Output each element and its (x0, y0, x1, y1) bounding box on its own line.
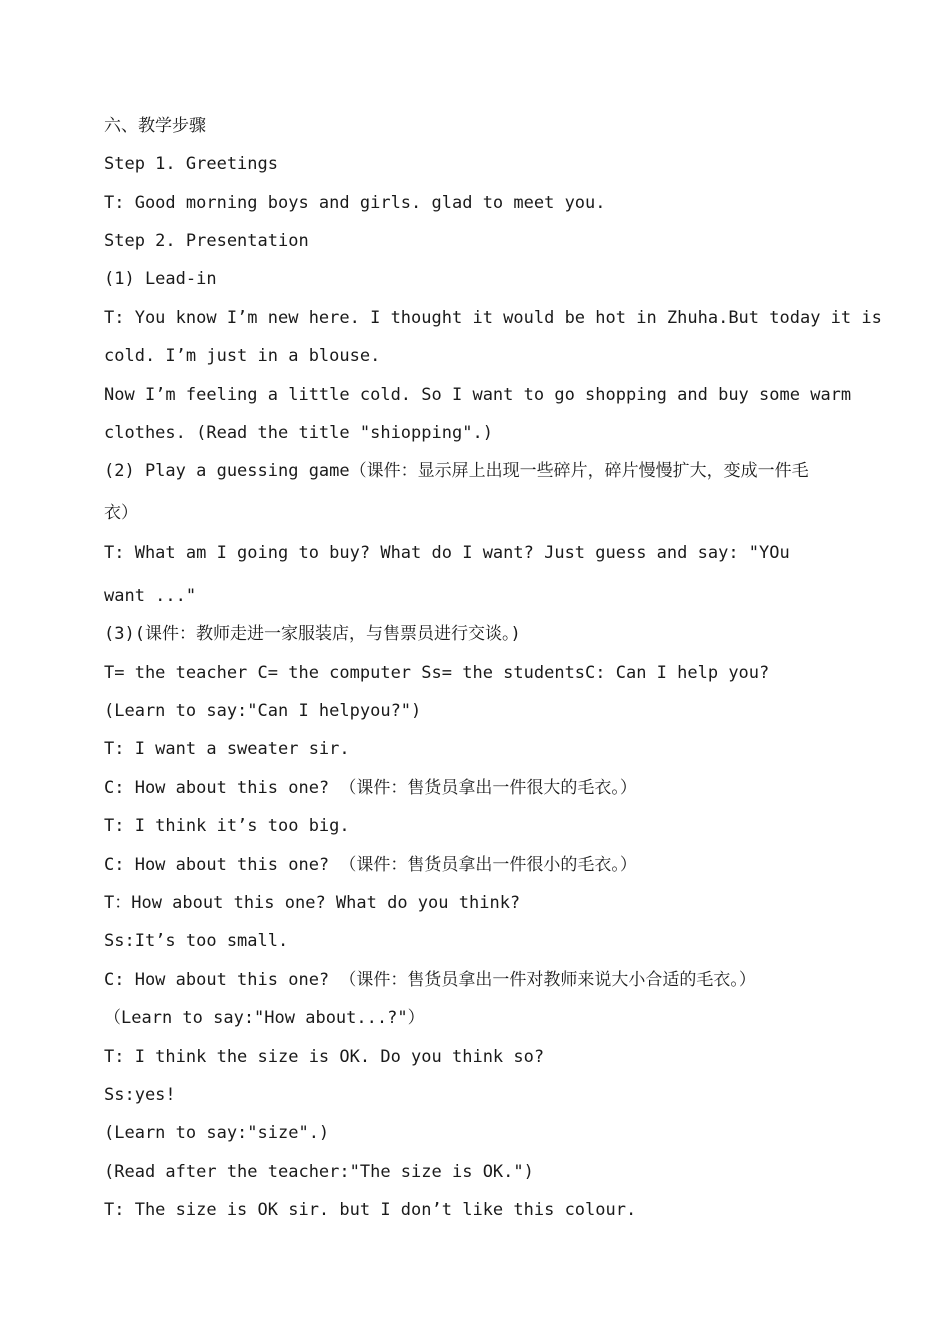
text-line: C: How about this one? （课件：售货员拿出一件对教师来说大小合适的毛衣。） (104, 970, 756, 990)
text-line: (Learn to say:"Can I helpyou?") (104, 701, 422, 721)
text-line: clothes. (Read the title "shiopping".) (104, 423, 493, 443)
text-line: Ss:It’s too small. (104, 931, 289, 951)
text-line: T：How about this one? What do you think? (104, 893, 521, 913)
text-line: T: I think the size is OK. Do you think so? (104, 1047, 545, 1067)
text-line: (1) Lead-in (104, 269, 217, 289)
text-line: C: How about this one? （课件：售货员拿出一件很大的毛衣。） (104, 778, 637, 798)
text-line: Step 1. Greetings (104, 154, 278, 174)
text-line: Step 2. Presentation (104, 231, 309, 251)
text-line: T: The size is OK sir. but I don’t like this colour. (104, 1200, 637, 1220)
section-heading: 六、教学步骤 (104, 116, 206, 136)
text-line: T: What am I going to buy? What do I want? Just guess and say: "YOu (104, 543, 790, 563)
text-line: T: I want a sweater sir. (104, 739, 350, 759)
text-line: Now I’m feeling a little cold. So I want to go shopping and buy some warm (104, 385, 852, 405)
text-line: T: I think it’s too big. (104, 816, 350, 836)
text-line: C: How about this one? （课件：售货员拿出一件很小的毛衣。） (104, 855, 637, 875)
text-line: T= the teacher C= the computer Ss= the studentsC: Can I help you? (104, 663, 770, 683)
text-line: (Read after the teacher:"The size is OK.") (104, 1162, 534, 1182)
text-line: (2) Play a guessing game（课件：显示屏上出现一些碎片，碎片慢慢扩大，变成一件毛 (104, 461, 809, 481)
text-line: want ..." (104, 586, 197, 606)
text-line: (Learn to say:"size".) (104, 1123, 330, 1143)
text-line: T: Good morning boys and girls. glad to meet you. (104, 193, 606, 213)
text-line: cold. I’m just in a blouse. (104, 346, 381, 366)
text-line: T: You know I’m new here. I thought it would be hot in Zhuha.But today it is (104, 308, 882, 328)
text-line: Ss:yes! (104, 1085, 176, 1105)
text-line: (3)(课件：教师走进一家服装店，与售票员进行交谈。) (104, 624, 521, 644)
text-line: （Learn to say:"How about...?"） (104, 1008, 425, 1028)
text-line: 衣） (104, 503, 138, 523)
